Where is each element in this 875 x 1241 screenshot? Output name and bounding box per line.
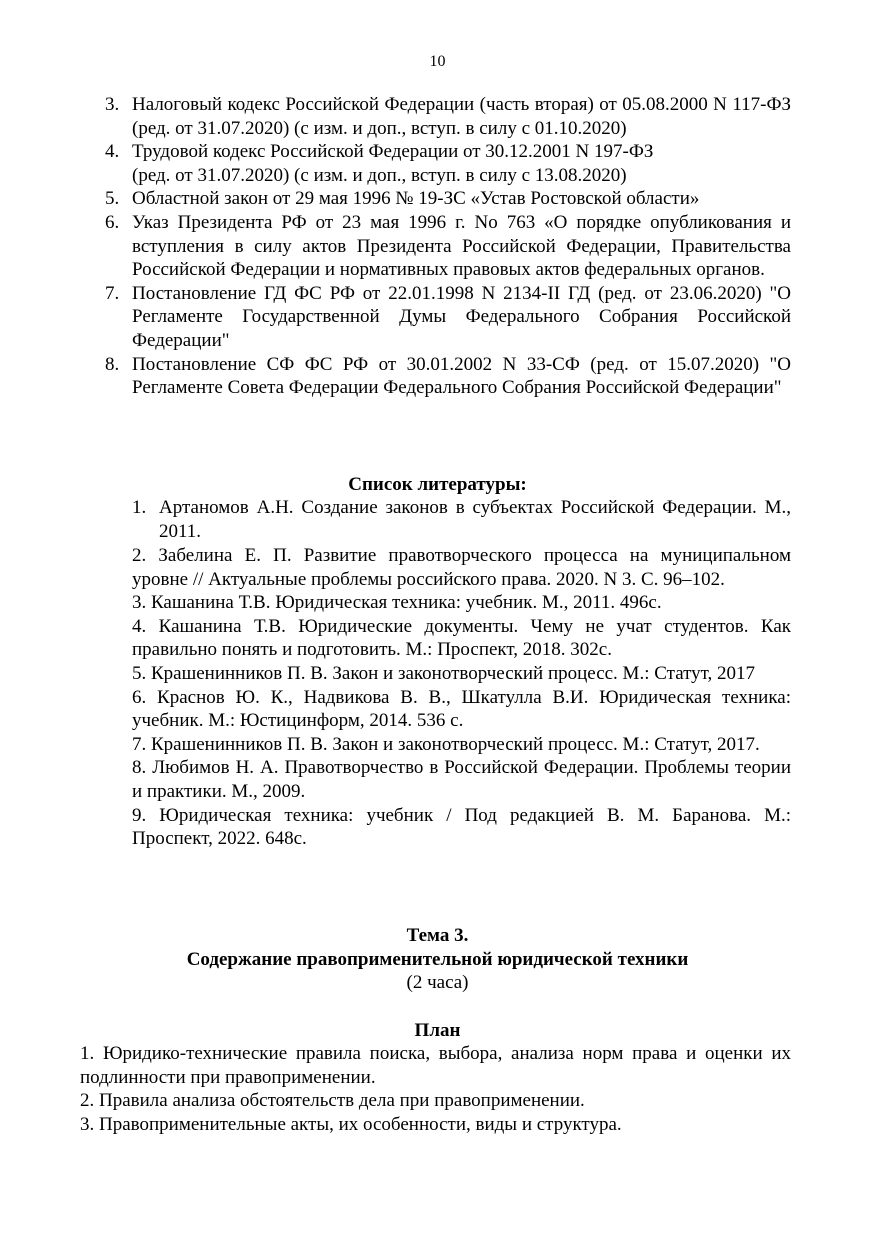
plan-list	[80, 1042, 791, 1136]
list-item-number: 7.	[105, 282, 120, 304]
literature-item: 7. Крашенинников П. В. Закон и законотворческий процесс. М.: Статут, 2017.	[132, 733, 760, 755]
literature-list	[132, 544, 791, 851]
list-item-text: Областной закон от 29 мая 1996 № 19-ЗС «Устав Ростовской области»	[132, 188, 700, 210]
plan-item: 3. Правоприменительные акты, их особенности, виды и структура.	[80, 1113, 622, 1135]
list-item	[105, 140, 791, 187]
list-item-number: 6.	[105, 211, 120, 233]
literature-item: 8. Любимов Н. А. Правотворчество в Российской Федерации. Проблемы теории и практики. М., 2009.	[132, 757, 791, 802]
literature-item: 5. Крашенинников П. В. Закон и законотворческий процесс. М.: Статут, 2017	[132, 662, 756, 684]
plan-item: 1. Юридико-технические правила поиска, выбора, анализа норм права и оценки их подлинности при правоприменении.	[80, 1043, 791, 1088]
topic-label: Тема 3.	[406, 925, 469, 946]
literature-item: 6. Краснов Ю. К., Надвикова В. В., Шкатулла В.И. Юридическая техника: учебник. М.: Юстицинформ, 2014. 536 с.	[132, 686, 791, 732]
page-number: 10	[429, 53, 446, 70]
list-item	[105, 353, 791, 400]
list-item-number: 8.	[105, 353, 120, 375]
literature-heading: Список литературы:	[348, 474, 527, 495]
literature-item-number: 1.	[132, 497, 147, 518]
list-item-number: 3.	[105, 94, 120, 115]
list-item-text: Постановление ГД ФС РФ от 22.01.1998 N 2134-II ГД (ред. от 23.06.2020) "О Регламенте Государственной Думы Федерального Собрания Российской Федерации"	[132, 282, 791, 351]
list-item	[105, 211, 791, 282]
list-item	[105, 282, 791, 353]
literature-item	[132, 496, 791, 543]
list-item-text: Постановление СФ ФС РФ от 30.01.2002 N 33-СФ (ред. от 15.07.2020) "О Регламенте Совета Федерации Федерального Собрания Российской Федерации"	[132, 353, 791, 399]
topic-title: Содержание правоприменительной юридической техники	[186, 948, 689, 970]
list-item-text-line1: Трудовой кодекс Российской Федерации от 30.12.2001 N 197-ФЗ	[132, 141, 654, 163]
literature-item: 2. Забелина Е. П. Развитие правотворческого процесса на муниципальном уровне // Актуальные проблемы российского права. 2020. N 3. С. 96–102.	[132, 545, 791, 590]
list-item-number: 5.	[105, 188, 120, 210]
list-item	[105, 93, 791, 140]
topic-hours: (2 часа)	[406, 972, 469, 994]
topic-header	[0, 924, 875, 995]
literature-item-text: Артаномов А.Н. Создание законов в субъектах Российской Федерации. М., 2011.	[159, 497, 791, 542]
literature-item: 4. Кашанина Т.В. Юридические документы. Чему не учат студентов. Как правильно понять и подготовить. М.: Проспект, 2018. 302с.	[132, 615, 791, 661]
literature-item: 3. Кашанина Т.В. Юридическая техника: учебник. М., 2011. 496с.	[132, 592, 662, 614]
plan-heading: План	[414, 1020, 461, 1041]
normative-sources-list	[105, 93, 791, 400]
literature-item: 9. Юридическая техника: учебник / Под редакцией В. М. Баранова. М.: Проспект, 2022. 648с.	[132, 804, 791, 850]
plan-item: 2. Правила анализа обстоятельств дела при правоприменении.	[80, 1090, 585, 1112]
list-item-text: Налоговый кодекс Российской Федерации (часть вторая) от 05.08.2000 N 117-ФЗ (ред. от 31.07.2020) (с изм. и доп., вступ. в силу с 01.10.2020)	[132, 94, 791, 139]
list-item-text: Указ Президента РФ от 23 мая 1996 г. No 763 «О порядке опубликования и вступления в силу актов Президента Российской Федерации, Правительства Российской Федерации и нормативных правовых актов федеральных органов.	[132, 211, 791, 281]
list-item-number: 4.	[105, 141, 120, 163]
list-item	[105, 187, 791, 211]
list-item-text-line2: (ред. от 31.07.2020) (с изм. и доп., вступ. в силу с 13.08.2020)	[132, 164, 627, 186]
